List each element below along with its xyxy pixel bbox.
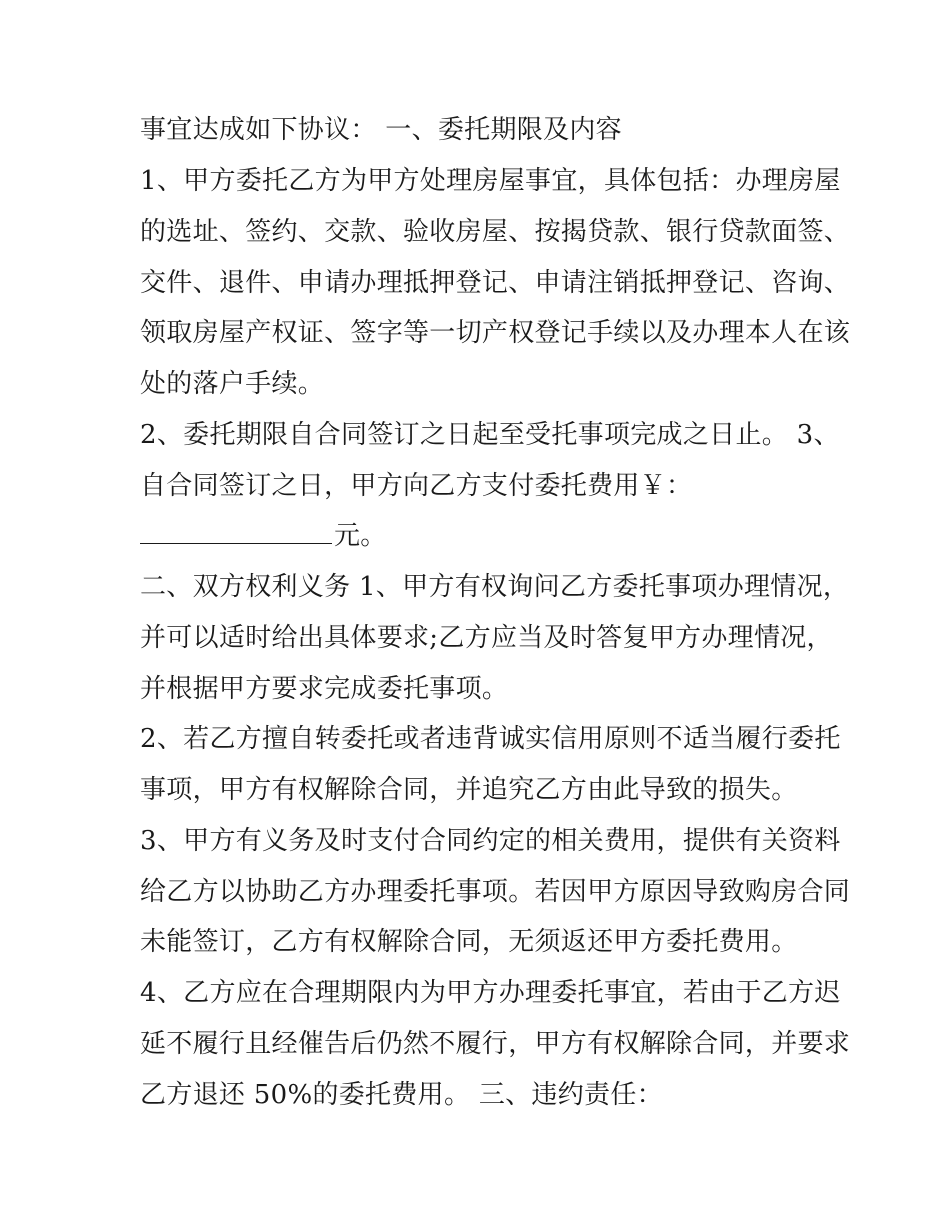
text-line: 事项，甲方有权解除合同，并追究乙方由此导致的损失。	[140, 775, 798, 805]
text-line: 的选址、签约、交款、验收房屋、按揭贷款、银行贷款面签、	[140, 217, 851, 247]
text-line: 延不履行且经催告后仍然不履行，甲方有权解除合同，并要求	[140, 1029, 851, 1059]
text-line: 3、甲方有义务及时支付合同约定的相关费用，提供有关资料	[140, 826, 841, 856]
text-line: 并根据甲方要求完成委托事项。	[140, 674, 509, 704]
text-line: 未能签订，乙方有权解除合同，无须返还甲方委托费用。	[140, 927, 798, 957]
text-line: 自合同签订之日，甲方向乙方支付委托费用￥：	[140, 471, 693, 501]
text-line: 二、双方权利义务 1、甲方有权询问乙方委托事项办理情况，	[140, 572, 850, 602]
text-line: 乙方退还 50%的委托费用。 三、违约责任：	[140, 1080, 663, 1110]
text-line: 2、若乙方擅自转委托或者违背诚实信用原则不适当履行委托	[140, 724, 841, 754]
text-line: 1、甲方委托乙方为甲方处理房屋事宜，具体包括：办理房屋	[140, 166, 841, 196]
text-line: 并可以适时给出具体要求;乙方应当及时答复甲方办理情况，	[140, 623, 833, 653]
fee-blank-line	[140, 516, 387, 556]
text-line: 处的落户手续。	[140, 369, 325, 399]
text-line: 领取房屋产权证、签字等一切产权登记手续以及办理本人在该	[140, 318, 851, 348]
fee-amount-blank	[140, 517, 332, 544]
text-line: 4、乙方应在合理期限内为甲方办理委托事宜，若由于乙方迟	[140, 978, 841, 1008]
fee-unit: 元。	[334, 521, 387, 551]
text-line: 事宜达成如下协议： 一、委托期限及内容	[140, 115, 622, 145]
text-line: 给乙方以协助乙方办理委托事项。若因甲方原因导致购房合同	[140, 877, 851, 907]
text-line: 2、委托期限自合同签订之日起至受托事项完成之日止。 3、	[140, 420, 840, 450]
text-line: 交件、退件、申请办理抵押登记、申请注销抵押登记、咨询、	[140, 268, 851, 298]
